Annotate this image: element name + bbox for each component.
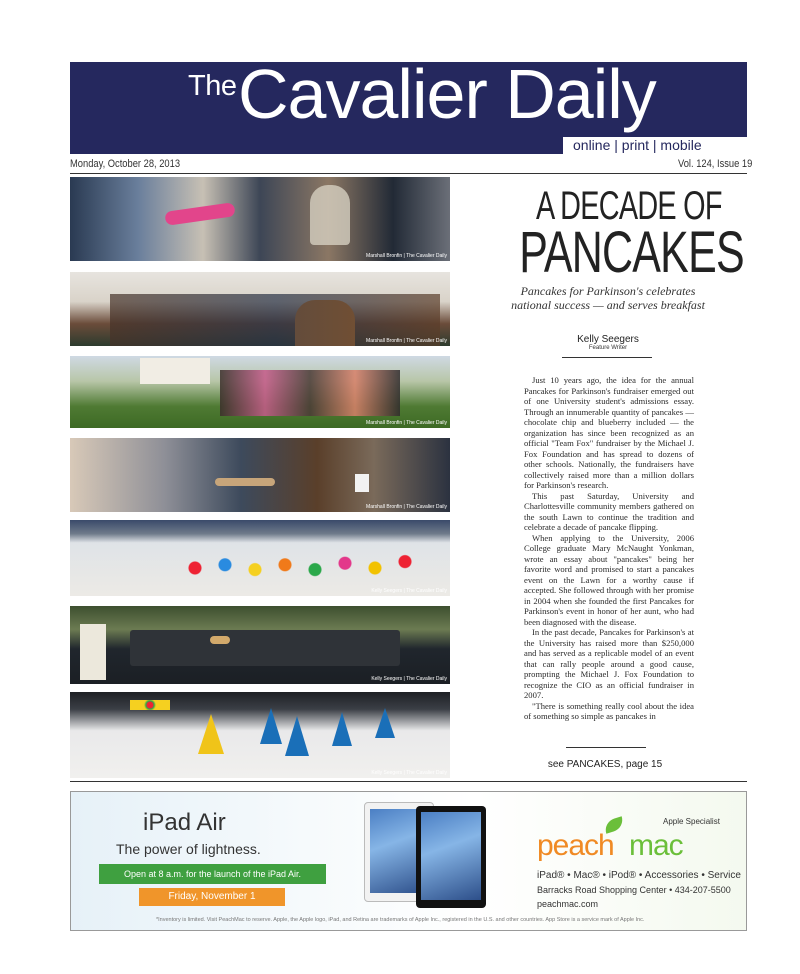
article-paragraph: In the past decade, Pancakes for Parkinson's at the University has raised more than $250,000 and has served as a replicable model of an event that can rally people around a good cause, prompting the Michael J. Fox Foundation to recognize the CIO as an official fundraiser in 2007. — [524, 627, 694, 700]
photo-detail — [130, 700, 170, 710]
byline-author: Kelly Seegers — [577, 334, 639, 345]
ad-divider — [70, 781, 747, 782]
issue-date: Monday, October 28, 2013 — [70, 158, 181, 170]
photo-serving-pancakes — [70, 438, 450, 512]
date-divider — [70, 173, 747, 174]
ipad-screen — [421, 812, 481, 900]
article-paragraph: "There is something really cool about the idea of something so simple as pancakes in — [524, 700, 694, 721]
photo-detail — [355, 474, 369, 492]
photo-detail — [164, 202, 235, 226]
byline-divider — [562, 357, 652, 358]
peachmac-logo-peach: peach — [537, 829, 614, 862]
photo-detail — [332, 712, 352, 746]
photo-detail — [375, 708, 395, 738]
ad-tagline: The power of lightness. — [116, 841, 261, 857]
masthead — [70, 55, 747, 154]
ad-green-banner-text: Open at 8 a.m. for the launch of the iPad Air. — [123, 869, 302, 879]
ad-title: iPad Air — [143, 809, 226, 836]
byline-title: Feature Writer — [588, 345, 628, 351]
photo-detail — [285, 716, 309, 756]
peachmac-logo-mac: mac — [629, 829, 683, 862]
apple-specialist-label: Apple Specialist — [663, 817, 720, 826]
headline-line-1: A DECADE OF — [536, 184, 722, 228]
peachmac-advertisement[interactable] — [70, 791, 747, 931]
photo-group-on-lawn — [70, 356, 450, 428]
photo-credit: Kelly Seegers | The Cavalier Daily — [371, 770, 447, 776]
deck-line-1: Pancakes for Parkinson's celebrates — [520, 284, 696, 298]
photo-detail — [198, 714, 224, 754]
photo-detail — [80, 624, 106, 680]
photo-griddle — [70, 606, 450, 684]
ad-date-text: Friday, November 1 — [168, 891, 256, 902]
photo-credit: Marshall Bronfin | The Cavalier Daily — [366, 338, 447, 344]
ad-services: iPad® • Mac® • iPod® • Accessories • Service — [537, 870, 741, 881]
photo-credit: Kelly Seegers | The Cavalier Daily — [371, 588, 447, 594]
jump-divider — [566, 747, 646, 748]
photo-detail — [130, 630, 400, 666]
photo-party-hats — [70, 692, 450, 778]
photo-crowd-singing — [70, 177, 450, 261]
photo-detail — [210, 636, 230, 644]
photo-detail — [310, 185, 350, 245]
photo-balloons — [70, 520, 450, 596]
ipad-black-image — [416, 806, 486, 908]
photo-credit: Marshall Bronfin | The Cavalier Daily — [366, 504, 447, 510]
headline-line-2: PANCAKES — [519, 220, 744, 285]
masthead-the: The — [188, 70, 237, 102]
article-body — [524, 375, 694, 722]
ad-website[interactable]: peachmac.com — [537, 899, 599, 909]
article-paragraph: This past Saturday, University and Charlottesville community members gathered on the south Lawn to continue the tradition and celebrate a decade of pancake flipping. — [524, 490, 694, 532]
continued-on-page-link[interactable]: see PANCAKES, page 15 — [547, 759, 663, 770]
photo-detail — [215, 478, 275, 486]
photo-detail — [140, 358, 210, 384]
issue-number: Vol. 124, Issue 19 — [678, 158, 753, 170]
photo-detail — [170, 552, 420, 584]
photo-detail — [260, 708, 282, 744]
photo-credit: Marshall Bronfin | The Cavalier Daily — [366, 253, 447, 259]
photo-credit: Marshall Bronfin | The Cavalier Daily — [366, 420, 447, 426]
deck-line-2: national success — and serves breakfast — [511, 298, 705, 312]
masthead-title: Cavalier Daily — [238, 55, 656, 133]
masthead-subtitle: online | print | mobile — [573, 137, 702, 153]
ad-address: Barracks Road Shopping Center • 434-207-5500 — [537, 885, 731, 895]
article-paragraph: When applying to the University, 2006 College graduate Mary McNaught Yonkman, wrote an essay about "pancakes" being her favorite word and promised to start a pancakes event on the Lawn for a worthy cause if accepted. She followed through with her promise in 2004 when she founded the first Pancakes for Parkinson's event in honor of her aunt, who had been diagnosed with the disease. — [524, 532, 694, 627]
photo-detail — [220, 370, 400, 416]
ad-fine-print: *Inventory is limited. Visit PeachMac to reserve. Apple, the Apple logo, iPad, and Retina are trademarks of Apple Inc., registered in the U.S. and other countries. App Store is a service mark of Apple Inc. — [156, 917, 645, 923]
photo-credit: Kelly Seegers | The Cavalier Daily — [371, 676, 447, 682]
article-paragraph: Just 10 years ago, the idea for the annual Pancakes for Parkinson's fundraiser emerged out of one University student's admissions essay. Through an innumerable quantity of pancakes — chocolate chip and blueberry included — the organization has since been recognized as an official "Team Fox" fundraiser by the Michael J. Fox Foundation and has spread to dozens of other schools. Nationally, the fundraisers have collectively raised more than a million dollars for Parkinson's research. — [524, 375, 694, 490]
photo-a-cappella — [70, 272, 450, 346]
